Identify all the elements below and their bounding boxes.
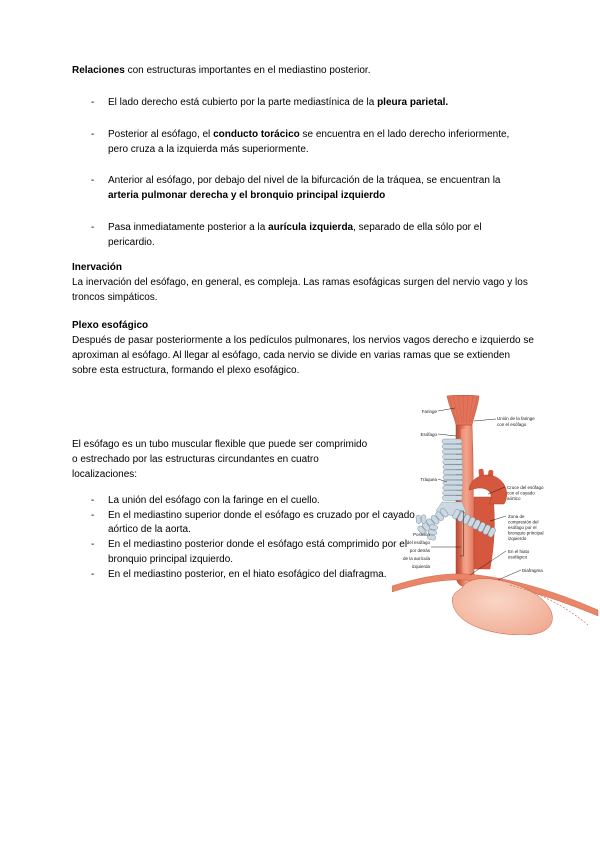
svg-text:esofágico: esofágico [508,554,528,560]
bullet-text: Anterior al esófago, por debajo del nivel de la bifurcación de la tráquea, se encuentran la arteria pulmonar derecha y el bronquio principal izquierdo [108,175,501,202]
label-traquea: Tráquea [420,477,437,482]
svg-text:Cruce del esófago: Cruce del esófago [507,485,544,490]
bullet-text: El lado derecho está cubierto por la parte mediastínica de la pleura parietal. [108,97,449,108]
bullet-text: Pasa inmediatamente posterior a la aurícula izquierda, separado de ella sólo por el pericardio. [108,221,482,248]
label-posicion-auricula [403,532,431,569]
svg-text:con el esófago: con el esófago [497,422,527,427]
esophagus-figure [392,389,600,635]
bullet-item [72,96,528,111]
label-cruce-cayado [507,485,544,501]
label-union-faringe [497,416,535,427]
bullet-marker: - [91,539,95,551]
svg-text:de la aurícula: de la aurícula [402,556,430,561]
svg-text:bronquio principal: bronquio principal [508,530,544,536]
label-faringe: Faringe [421,409,437,414]
svg-text:con el cayado: con el cayado [507,490,535,496]
bullet-text: En el mediastino posterior, en el hiato esofágico del diafragma. [108,568,387,580]
compresiones-bullet-list [72,494,432,582]
bullet-marker: - [91,175,95,187]
svg-text:por detrás: por detrás [409,548,430,553]
pharynx-shape [447,395,479,425]
bullet-item [72,568,432,583]
bullet-item [72,128,528,158]
compresiones-intro: El esófago es un tubo muscular flexible que puede ser comprimido o estrechado por las estructuras circundantes en cuatro localizaciones: [72,439,368,480]
svg-text:aórtico: aórtico [507,496,521,501]
bullet-text: En el mediastino posterior donde el esófago está comprimido por el bronquio principal izquierdo. [108,539,408,565]
bullet-marker: - [91,568,95,580]
svg-text:Unión de la faringe: Unión de la faringe [497,416,535,421]
inervacion-body: La inervación del esófago, en general, es compleja. Las ramas esofágicas surgen del nervio vago y los troncos simpáticos. [72,277,528,303]
trachea-shape [436,439,466,516]
label-hiato [508,549,530,560]
bullet-item [72,221,528,251]
stomach-shape [452,578,588,635]
svg-text:del esófago: del esófago [406,540,430,545]
label-zona-compresion [508,514,544,541]
svg-text:compresión del: compresión del [508,519,539,525]
label-diafragma: Diafragma [522,568,543,573]
relaciones-paragraph: Relaciones con estructuras importantes en el mediastino posterior. [72,65,371,76]
svg-text:Posición: Posición [412,532,430,537]
svg-text:izquierda: izquierda [411,564,430,569]
bullet-item [72,538,432,567]
bullet-marker: - [91,495,95,506]
bullet-marker: - [91,509,95,521]
bullet-text: La unión del esófago con la faringe en el cuello. [108,495,320,506]
svg-text:En el hiato: En el hiato [508,549,530,554]
bullet-text: En el mediastino superior donde el esófago es cruzado por el cayado aórtico de la aorta. [108,509,415,536]
svg-text:Zona de: Zona de [508,514,525,519]
bullet-marker: - [91,128,95,140]
bullet-marker: - [91,97,95,108]
label-esofago: Esófago [420,432,437,437]
bullet-item [72,174,528,204]
inervacion-heading: Inervación [72,262,123,273]
relaciones-bullet-list [72,96,528,251]
plexo-heading: Plexo esofágico [72,320,149,331]
svg-text:esófago por el: esófago por el [508,525,537,530]
esophagus-figure-svg [392,389,600,635]
bullet-item [72,509,432,538]
bullet-marker: - [91,221,95,233]
svg-text:izquierdo: izquierdo [508,536,527,541]
bullet-text: Posterior al esófago, el conducto torácico se encuentra en el lado derecho inferiormente, pero cruza a la izquierda más superiormente. [108,128,510,155]
plexo-body: Después de pasar posteriormente a los pedículos pulmonares, los nervios vagos derecho e izquierdo se aproximan al esófago. Al llegar al esófago, cada nervio se divide en varias ramas que se extienden sobre esta estructura, formando el plexo esofágico. [72,335,534,376]
bullet-item [72,494,432,509]
